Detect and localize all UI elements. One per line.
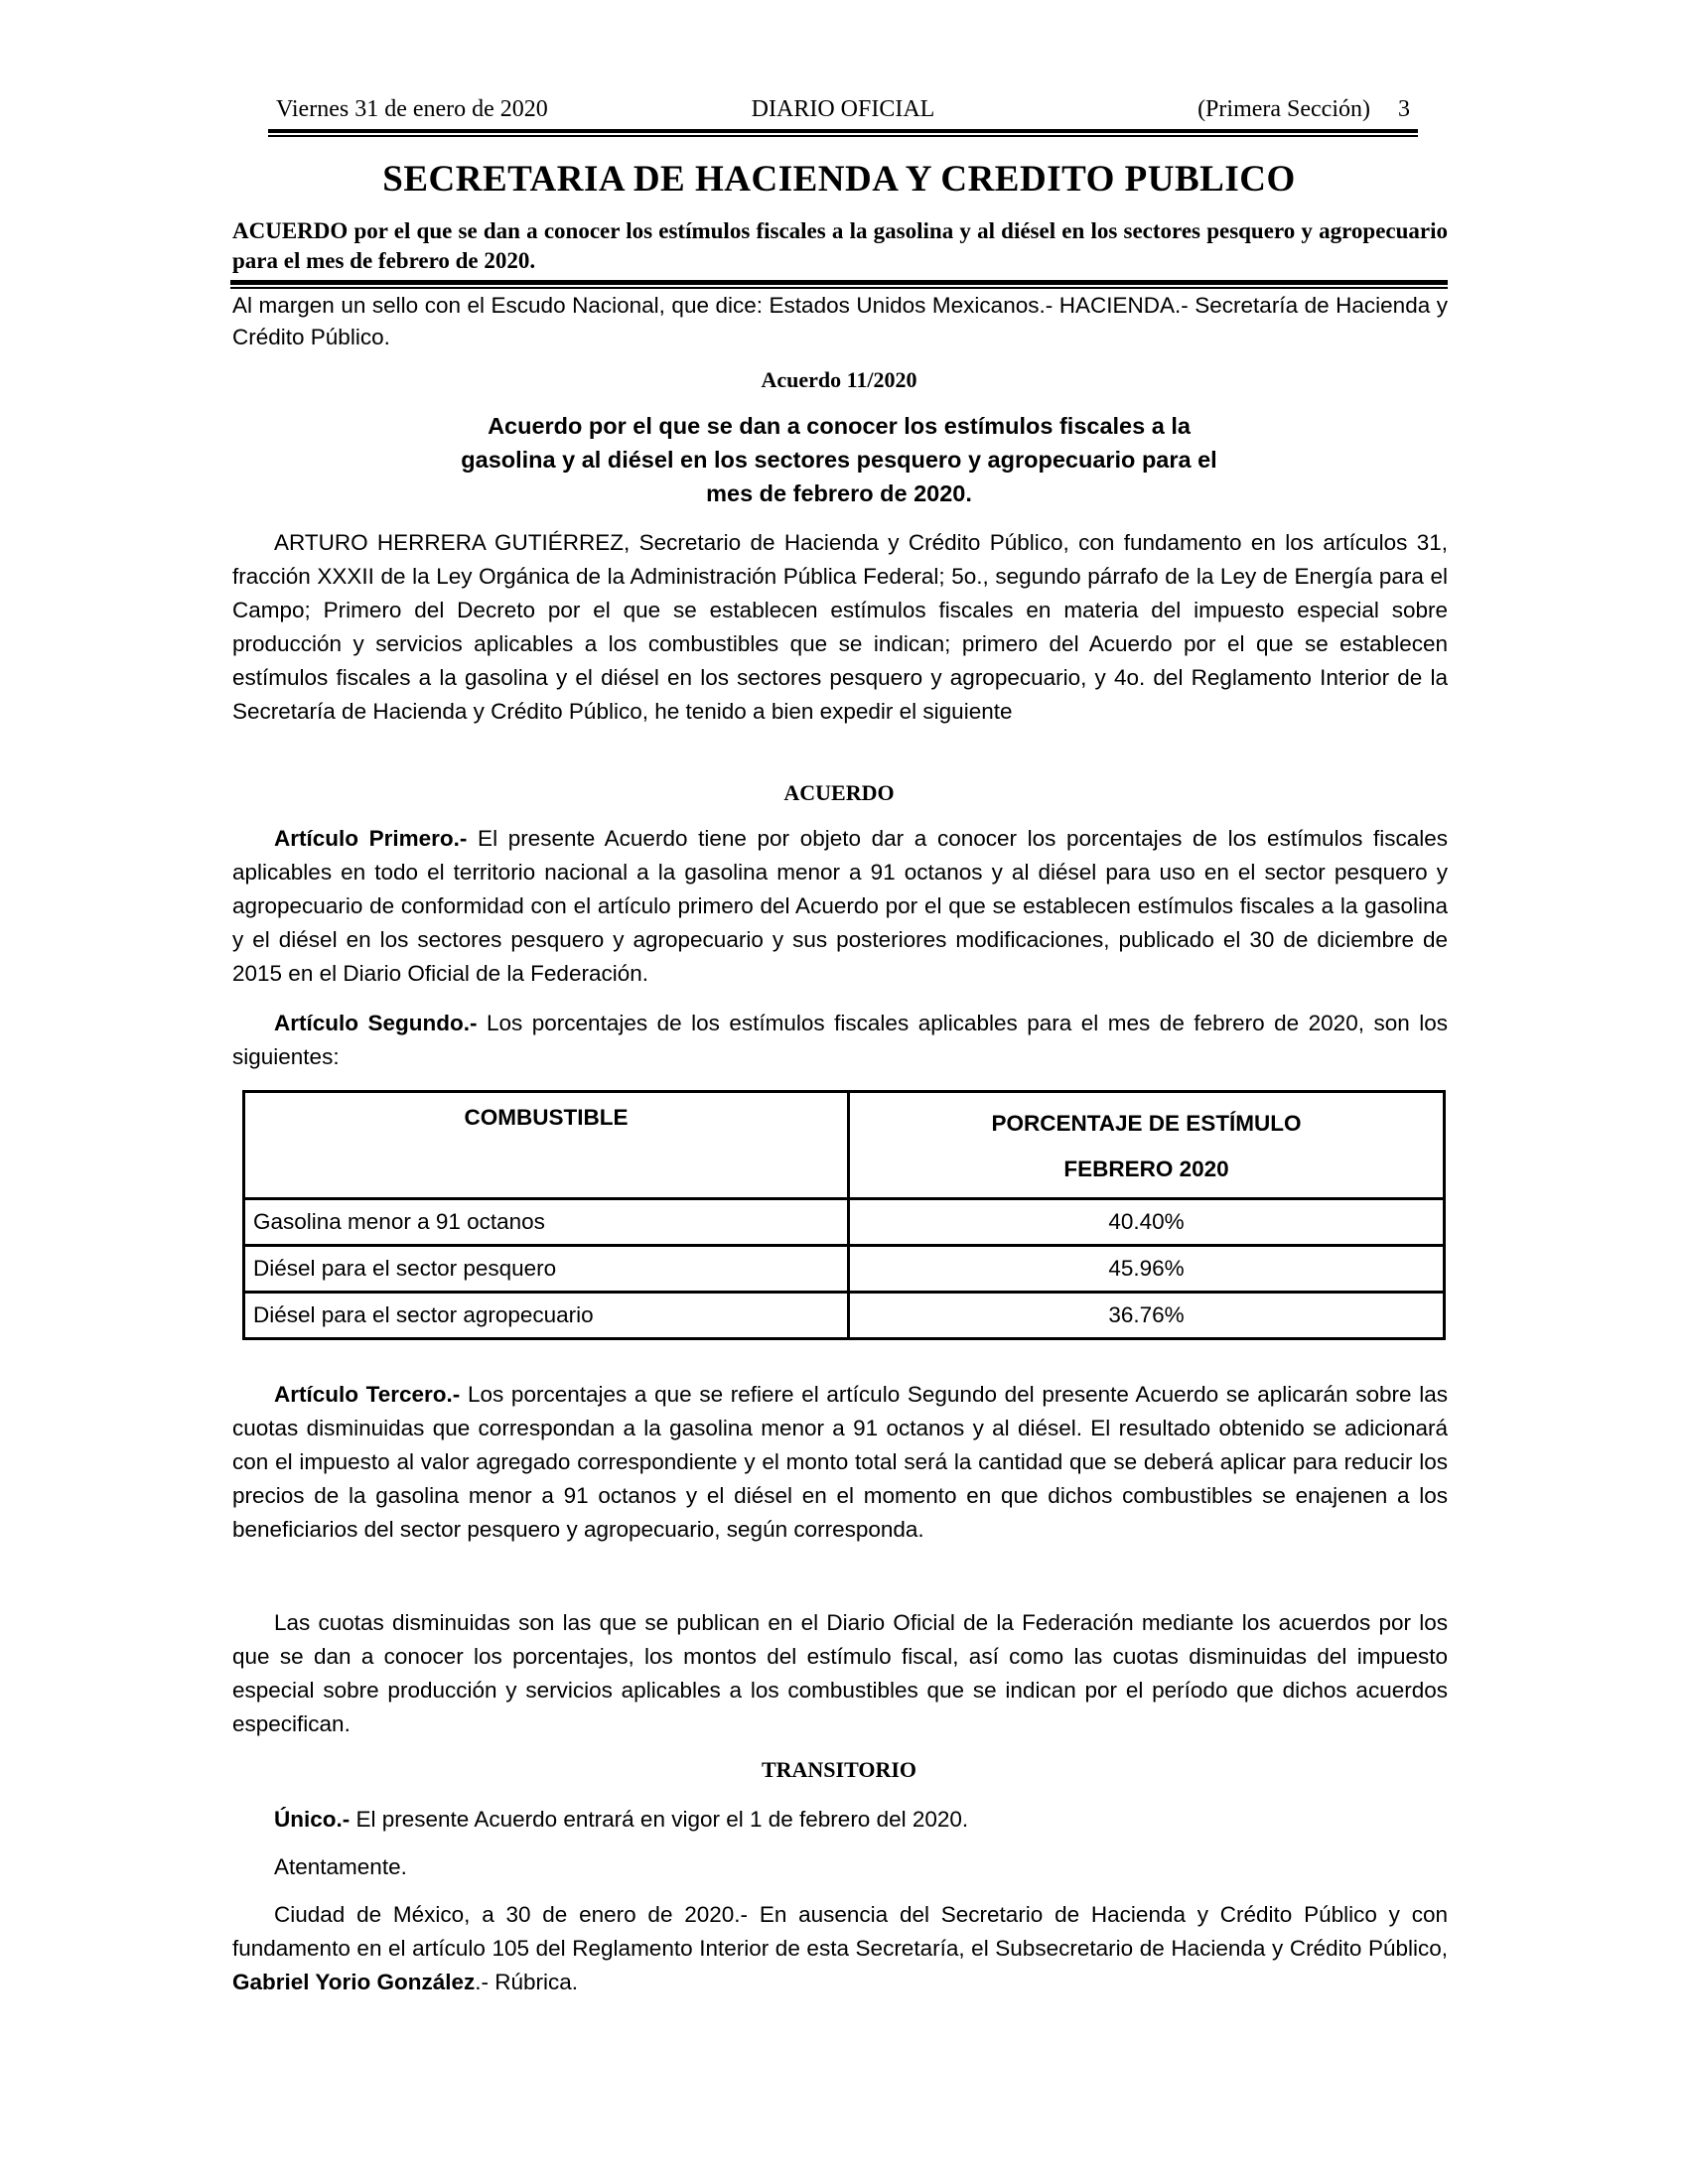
signatory-name: Gabriel Yorio González (232, 1970, 476, 1994)
header-date: Viernes 31 de enero de 2020 (276, 96, 548, 122)
unico-text: El presente Acuerdo entrará en vigor el 1 de febrero del 2020. (350, 1807, 969, 1832)
article-label: Artículo Primero.- (274, 826, 468, 851)
article-label: Artículo Tercero.- (274, 1382, 461, 1407)
closing (232, 1850, 1448, 1884)
signature-suffix: .- Rúbrica. (475, 1970, 579, 1994)
article-text: Los porcentajes de los estímulos fiscales aplicables para el mes de febrero de 2020, son los siguientes: (232, 1011, 1448, 1069)
intro-text: ARTURO HERRERA GUTIÉRREZ, Secretario de Hacienda y Crédito Público, con fundamento en los artículos 31, fracción XXXII de la Ley Orgánica de la Administración Pública Federal; 5o., segundo párrafo de la Ley de Energía para el Campo; Primero del Decreto por el que se establecen estímulos fiscales en materia del impuesto especial sobre producción y servicios aplicables a los combustibles que se indican; primero del Acuerdo por el que se establecen estímulos fiscales a la gasolina y el diésel en los sectores pesquero y agropecuario, y 4o. del Reglamento Interior de la Secretaría de Hacienda y Crédito Público, he tenido a bien expedir el siguiente (232, 530, 1448, 724)
signature-text: Ciudad de México, a 30 de enero de 2020.- En ausencia del Secretario de Hacienda y Crédito Público y con fundamento en el artículo 105 del Reglamento Interior de esta Secretaría, el Subsecretario de Hacienda y Crédito Público, (232, 1902, 1448, 1961)
summary-title: ACUERDO por el que se dan a conocer los estímulos fiscales a la gasolina y al diésel en los sectores pesquero y agropecuario para el mes de febrero de 2020. (232, 218, 1448, 273)
unico-label: Único.- (274, 1807, 351, 1832)
transitorio-unico (232, 1803, 1448, 1837)
margin-note: Al margen un sello con el Escudo Nacional, que dice: Estados Unidos Mexicanos.- HACIENDA.- Secretaría de Hacienda y Crédito Público. (232, 293, 1448, 349)
fuel-cell: Diésel para el sector pesquero (244, 1246, 849, 1293)
fuel-cell: Gasolina menor a 91 octanos (244, 1199, 849, 1246)
page-number: 3 (1398, 96, 1410, 122)
column-header-percent (849, 1092, 1445, 1199)
fuel-cell: Diésel para el sector agropecuario (244, 1293, 849, 1339)
heading-transitorio: TRANSITORIO (761, 1757, 917, 1782)
running-header (268, 93, 1418, 125)
percent-cell: 45.96% (849, 1246, 1445, 1293)
header-publication: DIARIO OFICIAL (751, 96, 935, 122)
intro-paragraph (232, 526, 1448, 729)
article-text: El presente Acuerdo tiene por objeto dar a conocer los porcentajes de los estímulos fiscales aplicables en todo el territorio nacional a la gasolina menor a 91 octanos y al diésel para uso en el sector pesquero y agropecuario de conformidad con el artículo primero del Acuerdo por el que se establecen estímulos fiscales a la gasolina y el diésel en los sectores pesquero y agropecuario y sus posteriores modificaciones, publicado el 30 de diciembre de 2015 en el Diario Oficial de la Federación. (232, 826, 1448, 986)
column-header-line: FEBRERO 2020 (1063, 1156, 1229, 1181)
cuotas-paragraph (232, 1606, 1448, 1741)
header-rule (268, 129, 1418, 137)
column-header-fuel: COMBUSTIBLE (244, 1092, 849, 1199)
percent-cell: 36.76% (849, 1293, 1445, 1339)
long-title-line: mes de febrero de 2020. (706, 480, 972, 506)
long-title-line: Acuerdo por el que se dan a conocer los estímulos fiscales a la (488, 413, 1191, 439)
table-row (244, 1246, 1445, 1293)
heading-acuerdo: ACUERDO (783, 780, 895, 805)
cuotas-text: Las cuotas disminuidas son las que se publican en el Diario Oficial de la Federación mediante los acuerdos por los que se dan a conocer los porcentajes, los montos del estímulo fiscal, así como las cuotas disminuidas del impuesto especial sobre producción y servicios aplicables a los combustibles que se indican por el período que dichos acuerdos especifican. (232, 1610, 1448, 1736)
article-primero (232, 822, 1448, 991)
article-label: Artículo Segundo.- (274, 1011, 478, 1035)
department-title: SECRETARIA DE HACIENDA Y CREDITO PUBLICO (382, 159, 1296, 200)
stimulus-table (242, 1090, 1446, 1340)
header-section (1197, 93, 1410, 125)
summary-rule (230, 280, 1448, 289)
signature-paragraph (232, 1898, 1448, 1999)
percent-cell: 40.40% (849, 1199, 1445, 1246)
table-row (244, 1199, 1445, 1246)
header-section-label: (Primera Sección) (1197, 96, 1370, 122)
acuerdo-number: Acuerdo 11/2020 (761, 367, 917, 392)
table-row (244, 1293, 1445, 1339)
long-title (417, 409, 1261, 510)
article-text: Los porcentajes a que se refiere el artículo Segundo del presente Acuerdo se aplicarán sobre las cuotas disminuidas que correspondan a la gasolina menor a 91 octanos y al diésel. El resultado obtenido se adicionará con el impuesto al valor agregado correspondiente y el monto total será la cantidad que se deberá aplicar para reducir los precios de la gasolina menor a 91 octanos y el diésel en el momento en que dichos combustibles se enajenen a los beneficiarios del sector pesquero y agropecuario, según corresponda. (232, 1382, 1448, 1542)
column-header-line: PORCENTAJE DE ESTÍMULO (991, 1110, 1302, 1136)
article-segundo (232, 1007, 1448, 1074)
closing-text: Atentamente. (274, 1854, 407, 1879)
table-header-row (244, 1092, 1445, 1199)
article-tercero (232, 1378, 1448, 1547)
long-title-line: gasolina y al diésel en los sectores pesquero y agropecuario para el (461, 447, 1217, 473)
